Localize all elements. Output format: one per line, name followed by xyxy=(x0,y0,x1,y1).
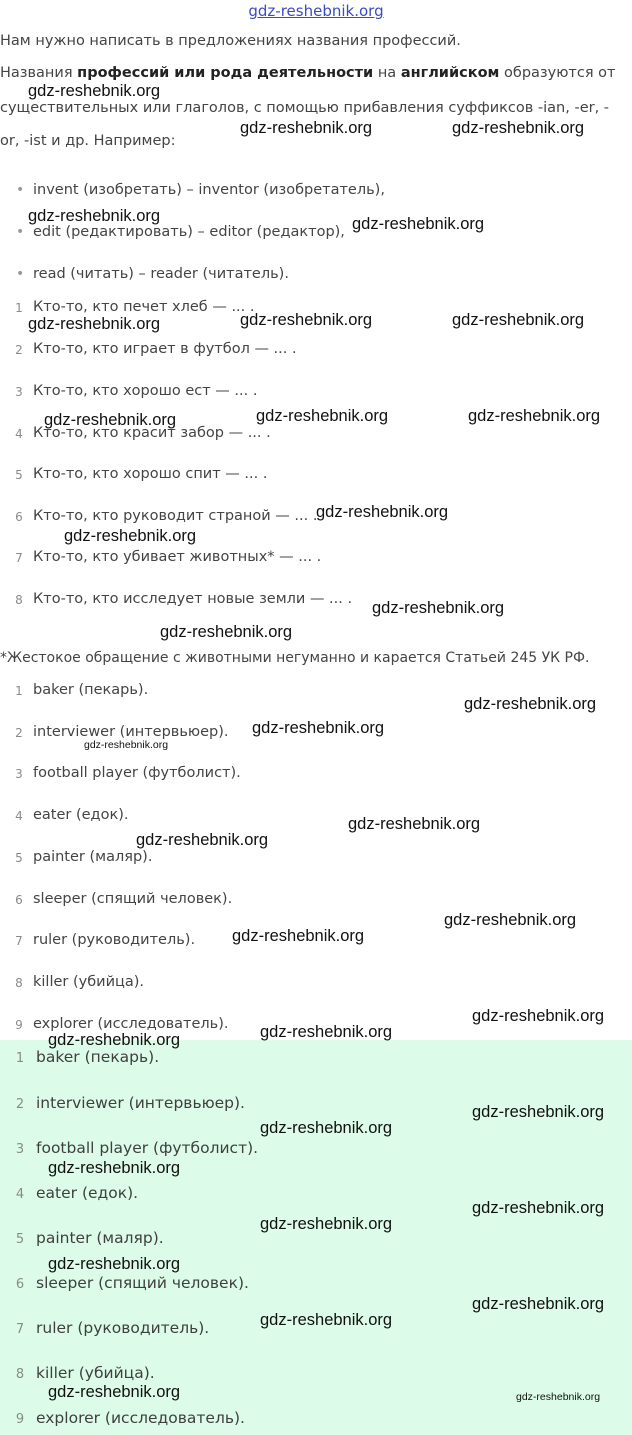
answer-number: 4 xyxy=(15,1187,25,1202)
example-item: invent (изобретать) – inventor (изобретатель), xyxy=(33,182,385,198)
answer-number: 7 xyxy=(15,934,23,948)
intro-line-1: Нам нужно написать в предложениях названия профессий. xyxy=(0,33,461,49)
highlighted-answer-item: football player (футболист). xyxy=(36,1139,259,1157)
highlighted-answer-item: sleeper (спящий человек). xyxy=(36,1274,249,1292)
bullet-dot-icon: • xyxy=(16,266,25,282)
answer-number: 1 xyxy=(15,684,23,698)
answer-number: 2 xyxy=(15,1097,25,1112)
watermark: gdz-reshebnik.org xyxy=(452,119,585,137)
intro-bold-professions: профессий или рода деятельности xyxy=(77,65,374,81)
answer-item: baker (пекарь). xyxy=(33,682,149,698)
bullet-dot-icon: • xyxy=(16,182,25,198)
answer-number: 1 xyxy=(15,1051,25,1066)
watermark: gdz-reshebnik.org xyxy=(316,503,449,521)
watermark: gdz-reshebnik.org xyxy=(464,695,597,713)
question-item: Кто-то, кто убивает животных* — ... . xyxy=(33,549,322,565)
question-number: 6 xyxy=(15,510,23,524)
watermark: gdz-reshebnik.org xyxy=(48,1383,181,1401)
highlighted-answer-item: painter (маляр). xyxy=(36,1229,164,1247)
watermark: gdz-reshebnik.org xyxy=(260,1215,393,1233)
answer-number: 6 xyxy=(15,893,23,907)
intro-text: на xyxy=(373,65,401,81)
answer-item: interviewer (интервьюер). xyxy=(33,724,229,740)
answer-number: 7 xyxy=(15,1322,25,1337)
highlighted-answer-item: ruler (руководитель). xyxy=(36,1319,210,1337)
intro-line-4: or, -ist и др. Например: xyxy=(0,133,176,149)
answer-number: 8 xyxy=(15,1367,25,1382)
highlighted-answer-item: eater (едок). xyxy=(36,1184,139,1202)
answer-number: 8 xyxy=(15,976,23,990)
watermark: gdz-reshebnik.org xyxy=(136,831,269,849)
answer-number: 9 xyxy=(15,1018,23,1032)
answer-number: 6 xyxy=(15,1277,25,1292)
watermark: gdz-reshebnik.org xyxy=(352,215,485,233)
answer-number: 2 xyxy=(15,726,23,740)
intro-text: Названия xyxy=(0,65,78,81)
question-number: 3 xyxy=(15,385,23,399)
answer-number: 4 xyxy=(15,809,23,823)
watermark: gdz-reshebnik.org xyxy=(252,719,385,737)
question-number: 8 xyxy=(15,593,23,607)
question-item: Кто-то, кто играет в футбол — ... . xyxy=(33,341,297,357)
answer-item: football player (футболист). xyxy=(33,765,241,781)
question-item: Кто-то, кто исследует новые земли — ... . xyxy=(33,591,353,607)
highlighted-answer-item: baker (пекарь). xyxy=(36,1048,160,1066)
watermark: gdz-reshebnik.org xyxy=(516,1391,601,1403)
highlighted-answer-item: interviewer (интервьюер). xyxy=(36,1094,245,1112)
answer-item: eater (едок). xyxy=(33,807,129,823)
intro-bold-english: английском xyxy=(400,65,500,81)
intro-line-3: существительных или глаголов, с помощью прибавления суффиксов -ian, -er, - xyxy=(0,100,610,116)
example-item: read (читать) – reader (читатель). xyxy=(33,266,289,282)
watermark: gdz-reshebnik.org xyxy=(260,1023,393,1041)
watermark: gdz-reshebnik.org xyxy=(48,1255,181,1273)
bullet-dot-icon: • xyxy=(16,224,25,240)
answer-item: ruler (руководитель). xyxy=(33,932,196,948)
watermark: gdz-reshebnik.org xyxy=(64,527,197,545)
watermark: gdz-reshebnik.org xyxy=(160,623,293,641)
watermark: gdz-reshebnik.org xyxy=(48,1159,181,1177)
watermark: gdz-reshebnik.org xyxy=(452,311,585,329)
watermark: gdz-reshebnik.org xyxy=(472,1103,605,1121)
question-item: Кто-то, кто красит забор — ... . xyxy=(33,425,271,441)
site-header-link[interactable]: gdz-reshebnik.org xyxy=(248,2,384,20)
watermark: gdz-reshebnik.org xyxy=(372,599,505,617)
question-number: 7 xyxy=(15,551,23,565)
answer-number: 3 xyxy=(15,767,23,781)
answer-item: killer (убийца). xyxy=(33,974,145,990)
watermark: gdz-reshebnik.org xyxy=(444,911,577,929)
highlighted-answer-item: explorer (исследователь). xyxy=(36,1409,245,1427)
answer-item: sleeper (спящий человек). xyxy=(33,891,233,907)
question-number: 5 xyxy=(15,468,23,482)
watermark: gdz-reshebnik.org xyxy=(260,1311,393,1329)
question-number: 2 xyxy=(15,343,23,357)
question-item: Кто-то, кто руководит страной — ... . xyxy=(33,508,318,524)
question-item: Кто-то, кто хорошо ест — ... . xyxy=(33,383,258,399)
intro-line-2 xyxy=(0,65,615,81)
watermark: gdz-reshebnik.org xyxy=(28,207,161,225)
watermark: gdz-reshebnik.org xyxy=(84,739,169,751)
highlighted-answer-item: killer (убийца). xyxy=(36,1364,155,1382)
watermark: gdz-reshebnik.org xyxy=(468,407,601,425)
watermark: gdz-reshebnik.org xyxy=(28,315,161,333)
intro-text: образуются от xyxy=(499,65,616,81)
answer-number: 9 xyxy=(15,1412,25,1427)
watermark: gdz-reshebnik.org xyxy=(28,82,161,100)
watermark: gdz-reshebnik.org xyxy=(240,311,373,329)
answer-number: 5 xyxy=(15,1232,25,1247)
watermark: gdz-reshebnik.org xyxy=(348,815,481,833)
answer-number: 3 xyxy=(15,1142,25,1157)
footnote: *Жестокое обращение с животными негуманно и карается Статьей 245 УК РФ. xyxy=(0,650,590,666)
watermark: gdz-reshebnik.org xyxy=(240,119,373,137)
answer-item: painter (маляр). xyxy=(33,849,153,865)
question-number: 1 xyxy=(15,301,23,315)
question-item: Кто-то, кто хорошо спит — ... . xyxy=(33,466,268,482)
watermark: gdz-reshebnik.org xyxy=(260,1119,393,1137)
watermark: gdz-reshebnik.org xyxy=(232,927,365,945)
watermark: gdz-reshebnik.org xyxy=(472,1199,605,1217)
example-item: edit (редактировать) – editor (редактор), xyxy=(33,224,345,240)
question-number: 4 xyxy=(15,427,23,441)
watermark: gdz-reshebnik.org xyxy=(472,1007,605,1025)
watermark: gdz-reshebnik.org xyxy=(44,411,177,429)
question-item: Кто-то, кто печет хлеб — ... . xyxy=(33,299,255,315)
watermark: gdz-reshebnik.org xyxy=(256,407,389,425)
answer-item: explorer (исследователь). xyxy=(33,1016,229,1032)
watermark: gdz-reshebnik.org xyxy=(48,1031,181,1049)
answer-number: 5 xyxy=(15,851,23,865)
watermark: gdz-reshebnik.org xyxy=(472,1295,605,1313)
